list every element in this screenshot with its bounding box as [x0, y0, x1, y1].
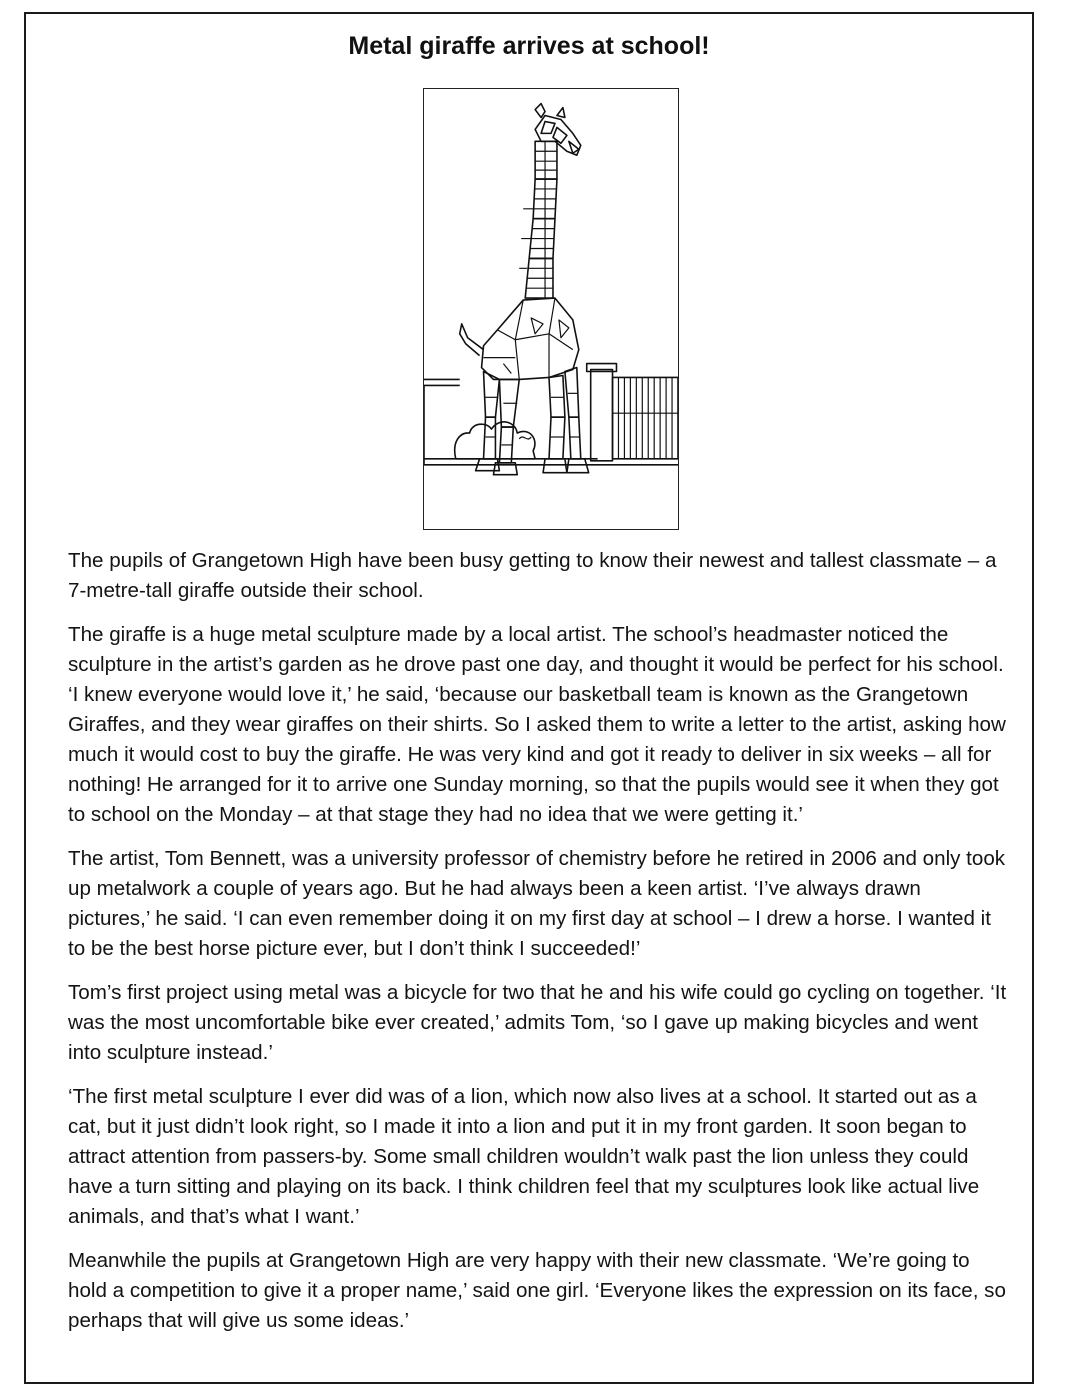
- worksheet-frame: [24, 12, 1034, 1384]
- article-paragraph: Tom’s first project using metal was a bicycle for two that he and his wife could go cycling on together. ‘It was the most uncomfortable bike ever created,’ admits Tom, ‘so I gave up making bicycles and went into sculpture instead.’: [68, 981, 1007, 1064]
- giraffe-sculpture-icon: [424, 89, 678, 529]
- article-body: [68, 546, 1008, 1336]
- article-paragraph: The giraffe is a huge metal sculpture made by a local artist. The school’s headmaster noticed the sculpture in the artist’s garden as he drove past one day, and thought it would be perfect for his school. ‘I knew everyone would love it,’ he said, ‘because our basketball team is known as the Grangetown Giraffes, and they wear giraffes on their shirts. So I asked them to write a letter to the artist, asking how much it would cost to buy the giraffe. He was very kind and got it ready to deliver in six weeks – all for nothing! He arranged for it to arrive one Sunday morning, so that the pupils would see it when they got to school on the Monday – at that stage they had no idea that we were getting it.’: [68, 623, 1006, 826]
- article-paragraph: ‘The first metal sculpture I ever did was of a lion, which now also lives at a school. It started out as a cat, but it just didn’t look right, so I made it into a lion and put it in my front garden. It soon began to attract attention from passers-by. Some small children wouldn’t walk past the lion unless they could have a turn sitting and playing on its back. I think children feel that my sculptures look like actual live animals, and that’s what I want.’: [68, 1085, 980, 1228]
- article-paragraph: Meanwhile the pupils at Grangetown High are very happy with their new classmate. ‘We’re going to hold a competition to give it a proper name,’ said one girl. ‘Everyone likes the expression on its face, so perhaps that will give us some ideas.’: [68, 1249, 1006, 1332]
- article-title: Metal giraffe arrives at school!: [348, 32, 710, 60]
- article-paragraph: The artist, Tom Bennett, was a university professor of chemistry before he retired in 2006 and only took up metalwork a couple of years ago. But he had always been a keen artist. ‘I’ve always drawn pictures,’ he said. ‘I can even remember doing it on my first day at school – I drew a horse. I wanted it to be the best horse picture ever, but I don’t think I succeeded!’: [68, 847, 1006, 960]
- giraffe-illustration: [423, 88, 679, 530]
- article-paragraph: The pupils of Grangetown High have been busy getting to know their newest and tallest classmate – a 7-metre-tall giraffe outside their school.: [68, 549, 997, 602]
